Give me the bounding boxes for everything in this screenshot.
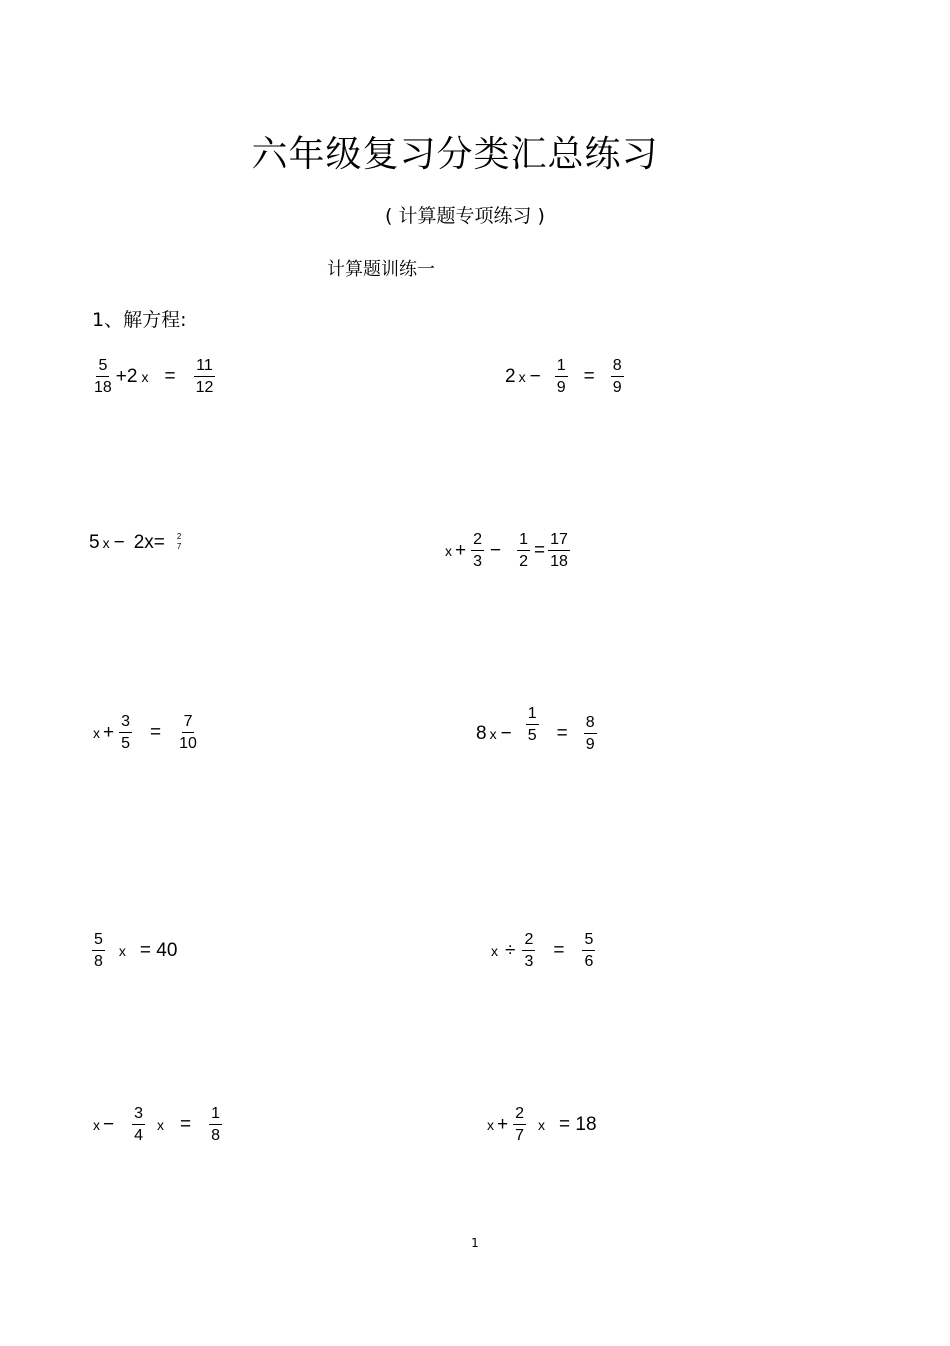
fraction: $\frac{3}{5}$ — [121, 713, 131, 752]
equation-7 — [90, 931, 177, 971]
variable: x — [102, 535, 110, 551]
fraction: $\frac{3}{4}$ — [134, 1105, 144, 1144]
fraction: $\frac{5}{6}$ — [584, 931, 594, 970]
term: +2 — [115, 366, 138, 387]
variable: x — [118, 943, 126, 959]
variable: x — [93, 1117, 100, 1133]
page-number: 1 — [471, 1236, 479, 1250]
term: 2x= — [133, 532, 165, 553]
page-subtitle: ( 计算题专项练习 ) — [385, 205, 545, 227]
divide-sign: ÷ — [505, 940, 516, 961]
fraction: $\frac{2}{7}$ — [515, 1105, 525, 1144]
fraction: $\frac{2}{3}$ — [524, 931, 534, 970]
equation-10 — [487, 1105, 597, 1145]
fraction: 2 7 — [176, 532, 182, 551]
page-title: 六年级复习分类汇总练习 — [251, 134, 659, 175]
right-hand-side: = 40 — [139, 940, 178, 961]
variable: x — [157, 1117, 165, 1133]
variable: x — [93, 725, 100, 741]
equals-sign: = — [164, 366, 176, 387]
plus-sign: + — [103, 722, 115, 743]
fraction: $\frac{5}{18}$ — [94, 357, 112, 396]
equals-sign: = — [583, 366, 595, 387]
fraction: $\frac{2}{3}$ — [473, 531, 483, 570]
minus-sign: − — [103, 1114, 115, 1135]
minus-sign: − — [113, 532, 125, 553]
fraction: $\frac{1}{9}$ — [556, 357, 566, 396]
term: 8 — [476, 723, 487, 744]
equation-3 — [89, 532, 185, 554]
fraction: $\frac{11}{12}$ — [195, 357, 214, 396]
variable: x — [489, 726, 497, 742]
equation-6 — [476, 696, 599, 754]
equals-sign: = — [180, 1114, 192, 1135]
variable: x — [491, 943, 498, 959]
fraction: $\frac{8}{9}$ — [585, 714, 595, 753]
variable: x — [518, 369, 526, 385]
variable: x — [141, 369, 149, 385]
fraction: $\frac{5}{8}$ — [94, 931, 103, 970]
fraction: $\frac{7}{10}$ — [179, 713, 197, 752]
fraction: $\frac{8}{9}$ — [612, 357, 622, 396]
equation-4 — [445, 531, 572, 571]
equation-2 — [505, 357, 626, 397]
equation-9 — [93, 1105, 224, 1145]
equation-5 — [93, 713, 201, 753]
minus-sign: − — [529, 366, 541, 387]
fraction: $\frac{1}{5}$ — [527, 705, 537, 744]
minus-sign: − — [490, 540, 502, 561]
equals-sign: = — [534, 540, 546, 561]
plus-sign: + — [455, 540, 467, 561]
term: 2 — [505, 366, 516, 387]
fraction: $\frac{1}{8}$ — [211, 1105, 221, 1144]
fraction: $\frac{17}{18}$ — [550, 531, 568, 570]
variable: x — [487, 1117, 494, 1133]
equation-8 — [491, 931, 597, 971]
minus-sign: − — [500, 723, 512, 744]
question-label: 1、解方程: — [92, 309, 187, 331]
equals-sign: = — [556, 723, 568, 744]
right-hand-side: = 18 — [559, 1114, 597, 1135]
fraction: $\frac{1}{2}$ — [519, 531, 529, 570]
variable: x — [445, 543, 452, 559]
plus-sign: + — [497, 1114, 509, 1135]
section-heading: 计算题训练一 — [327, 259, 435, 280]
equals-sign: = — [150, 722, 162, 743]
equation-1 — [90, 357, 217, 397]
term: 5 — [89, 532, 100, 553]
equals-sign: = — [553, 940, 565, 961]
variable: x — [538, 1117, 546, 1133]
